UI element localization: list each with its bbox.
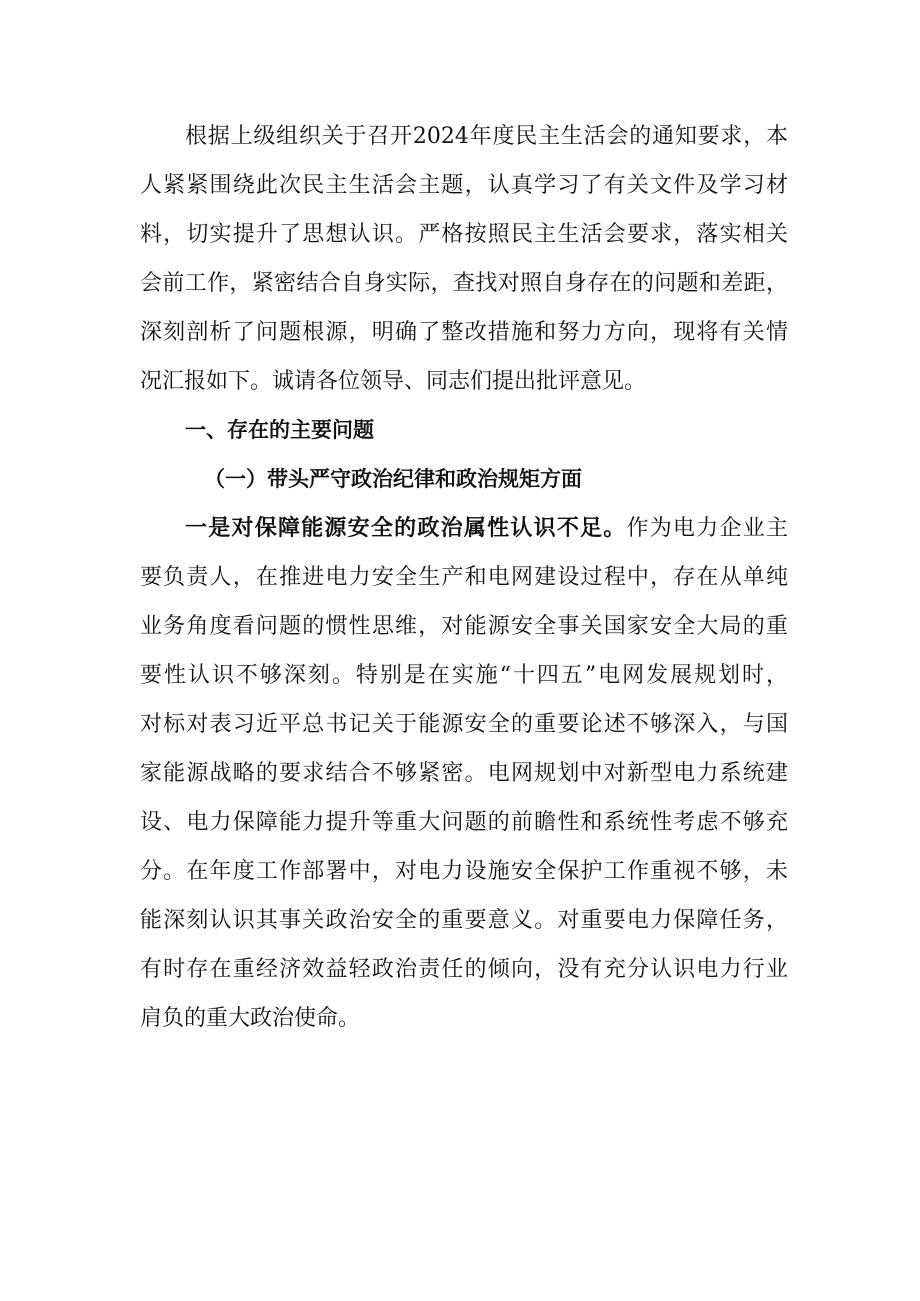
- intro-line: 人紧紧围绕此次民主生活会主题，认真学习了有关文件及学习材: [140, 173, 788, 198]
- point-line: 要性认识不够深刻。特别是在实施“十四五”电网发展规划时，: [140, 663, 788, 688]
- point-line: 设、电力保障能力提升等重大问题的前瞻性和系统性考虑不够充: [140, 810, 788, 835]
- point-first-line-rest: 作为电力企业主: [626, 516, 788, 541]
- section-title: 一、存在的主要问题: [185, 418, 374, 442]
- subsection-title: （一）带头严守政治纪律和政治规矩方面: [204, 467, 582, 491]
- point-line: 要负责人，在推进电力安全生产和电网建设过程中，存在从单纯: [140, 565, 788, 590]
- intro-line: 深刻剖析了问题根源，明确了整改措施和努力方向，现将有关情: [140, 320, 788, 345]
- point-line: 业务角度看问题的惯性思维，对能源安全事关国家安全大局的重: [140, 614, 788, 639]
- document-body: [140, 112, 788, 1043]
- point-first-line: [140, 504, 788, 553]
- point-bold-lead: 一是对保障能源安全的政治属性认识不足。: [185, 515, 627, 541]
- point-paragraph: [140, 504, 788, 1043]
- intro-line: 况汇报如下。诚请各位领导、同志们提出批评意见。: [140, 369, 647, 394]
- intro-line: 会前工作，紧密结合自身实际，查找对照自身存在的问题和差距，: [140, 271, 788, 296]
- point-line: 有时存在重经济效益轻政治责任的倾向，没有充分认识电力行业: [140, 957, 788, 982]
- intro-line: 料，切实提升了思想认识。严格按照民主生活会要求，落实相关: [140, 222, 788, 247]
- point-line: 分。在年度工作部署中，对电力设施安全保护工作重视不够，未: [140, 859, 788, 884]
- point-line: 能深刻认识其事关政治安全的重要意义。对重要电力保障任务，: [140, 908, 788, 933]
- intro-line: 根据上级组织关于召开2024年度民主生活会的通知要求，本: [185, 124, 788, 149]
- intro-paragraph: [140, 112, 788, 406]
- point-line: 对标对表习近平总书记关于能源安全的重要论述不够深入，与国: [140, 712, 788, 737]
- point-line: 家能源战略的要求结合不够紧密。电网规划中对新型电力系统建: [140, 761, 788, 786]
- point-line: 肩负的重大政治使命。: [140, 1006, 361, 1031]
